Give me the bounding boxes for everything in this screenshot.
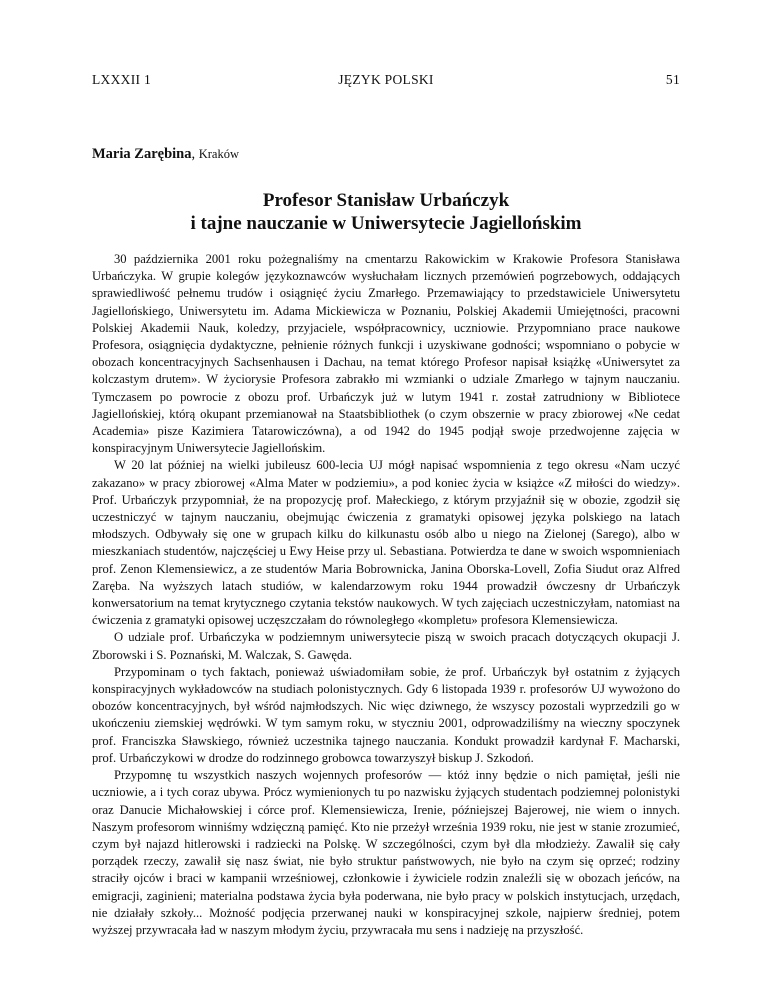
article-body — [92, 251, 680, 939]
running-header — [92, 72, 680, 92]
paragraph: O udziale prof. Urbańczyka w podziemnym uniwersytecie piszą w swoich pracach dotyczących okupacji J. Zborowski i S. Poznański, M. Walczak, S. Gawęda. — [92, 630, 680, 662]
paragraph: Przypominam o tych faktach, ponieważ uświadomiłam sobie, że prof. Urbańczyk był ostatnim z żyjących konspiracyjnych wykładowców na studiach polonistycznych. Gdy 6 listopada 1939 r. profesorów UJ wywożono do obozów koncentracyjnych, był wśród najmłodszych. Nic więc dziwnego, że wszyscy pozostali wyprzedzili go w ukończeniu ziemskiej wędrówki. W tym samym roku, w styczniu 2001, odprowadziliśmy na wieczny spoczynek prof. Franciszka Sławskiego, również uczestnika tajnego nauczania. Kondukt prowadził kardynał F. Macharski, prof. Urbańczykowi w drodze do rodzinnego grobowca towarzyszył biskup J. Szkodoń. — [92, 664, 680, 765]
paragraph: W 20 lat później na wielki jubileusz 600-lecia UJ mógł napisać wspomnienia z tego okresu «Nam uczyć zakazano» w pracy zbiorowej «Alma Mater w podziemiu», a pod koniec życia w książce «Z miłości do wiedzy». Prof. Urbańczyk przypomniał, że na propozycję prof. Małeckiego, z którym przyjaźnił się w obozie, zgodził się uczestniczyć w tajnym nauczaniu, obejmując ćwiczenia z gramatyki opisowej języka polskiego na latach młodszych. Odbywały się one w grupach kilku do kilkunastu osób albo u niego na Zielonej (Sarego), albo w mieszkaniach studentów, najczęściej u Ewy Heise przy ul. Sebastiana. Potwierdza te dane w swoich wspomnieniach prof. Zenon Klemensiewicz, a ze studentów Maria Bobrownicka, Janina Oborska-Lovell, Zofia Siudut oraz Alfred Zaręba. Na wyższych latach studiów, w kalendarzowym roku 1944 prowadził ówczesny dr Urbańczyk konwersatorium na temat krytycznego czytania tekstów naukowych. W tych zajęciach uczestniczyłam, natomiast na ćwiczenia z gramatyki opisowej uczęszczałam do równoległego «kompletu» profesora Klemensiewicza. — [92, 458, 680, 628]
page-number: 51 — [665, 72, 680, 87]
article-title-line-2: i tajne nauczanie w Uniwersytecie Jagiellońskim — [190, 213, 582, 234]
paragraph: 30 października 2001 roku pożegnaliśmy na cmentarzu Rakowickim w Krakowie Profesora Stanisława Urbańczyka. W grupie kolegów językoznawców wysłuchałam licznych przemówień pogrzebowych, oddających sprawiedliwość pełnemu trudów i osiągnięć życiu Zmarłego. Przemawiający to przedstawiciele Uniwersytetu Jagiellońskiego, Uniwersytetu im. Adama Mickiewicza w Poznaniu, Polskiej Akademii Umiejętności, pracowni Polskiej Akademii Nauk, koledzy, przyjaciele, współpracownicy, uczniowie. Przypomniano prace naukowe Profesora, osiągnięcia dydaktyczne, pełnienie różnych funkcji i uzyskiwane godności; wspomniano o pobycie w obozach koncentracyjnych Sachsenhausen i Dachau, na temat którego Profesor napisał książkę «Uniwersytet za kolczastym drutem». W życiorysie Profesora zabrakło mi wzmianki o udziale Zmarłego w tajnym nauczaniu. Tymczasem po powrocie z obozu prof. Urbańczyk już w lutym 1941 r. został zatrudniony w Bibliotece Jagiellońskiej, którą okupant przemianował na Staatsbibliothek (o czym obszernie w pracy zbiorowej «Ne cedat Academia» pisze Kazimiera Tatarowiczówna), a od 1942 do 1945 podjął swoje przedwojenne zajęcia w konspiracyjnym Uniwersytecie Jagiellońskim. — [92, 252, 680, 456]
document-page — [92, 72, 680, 939]
author-name: Maria Zarębina — [92, 146, 192, 162]
article-title — [92, 189, 680, 235]
author-separator: , — [191, 146, 199, 162]
paragraph: Przypomnę tu wszystkich naszych wojennych profesorów — któż inny będzie o nich pamiętał, jeśli nie uczniowie, a i tych coraz ubywa. Prócz wymienionych tu po nazwisku żyjących studentach podziemnej polonistyki oraz Danucie Michałowskiej i córce prof. Klemensiewicza, Irenie, późniejszej Bajerowej, nie wiem o innych. Naszym profesorom winniśmy wdzięczną pamięć. Kto nie przeżył września 1939 roku, nie jest w stanie zrozumieć, czym był najazd hitlerowski i radziecki na Polskę. W szczególności, czym był dla młodzieży. Zawalił się cały porządek rzeczy, zawalił się nasz świat, nie było struktur państwowych, nie było na czym się oprzeć; rodziny straciły ojców i braci w kampanii wrześniowej, członkowie i żywiciele rodzin znaleźli się w obozach jeńców, na emigracji, zaginieni; materialna podstawa życia była poderwana, nie było pracy w polskich instytucjach, urzędach, nie działały szkoły... Możność podjęcia przerwanej nauki w konspiracyjnej szkole, najpierw średniej, potem wyższej przywracała ład w naszym młodym życiu, przywracała mu sens i nadzieję na przyszłość. — [92, 768, 680, 937]
author-line — [92, 146, 680, 163]
author-city: Kraków — [198, 147, 239, 161]
volume-number: LXXXII 1 — [92, 72, 152, 87]
article-title-line-1: Profesor Stanisław Urbańczyk — [262, 190, 510, 211]
journal-title: JĘZYK POLSKI — [338, 72, 434, 87]
